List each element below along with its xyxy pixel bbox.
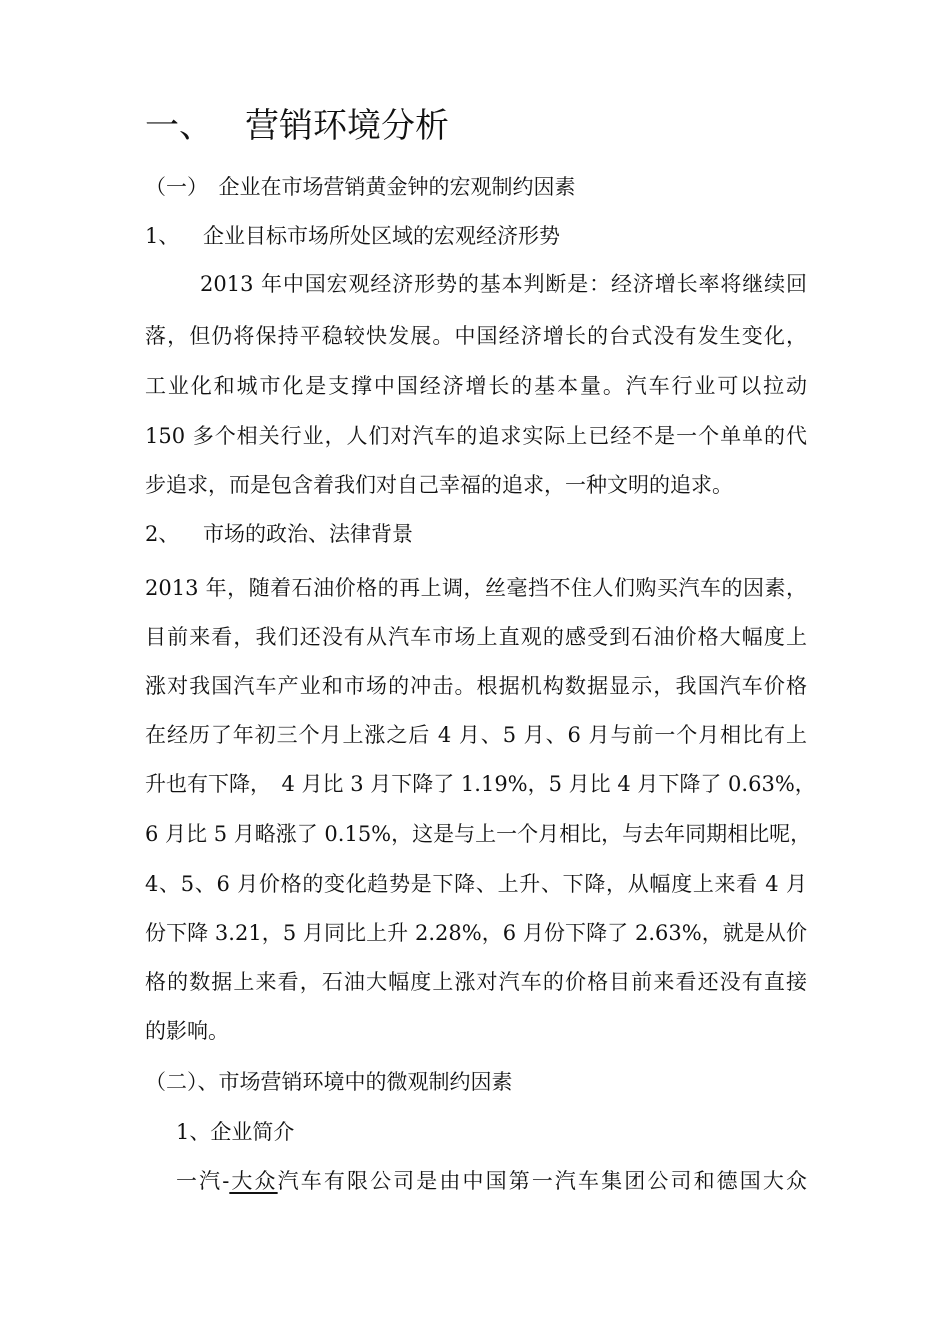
section-heading-1: （一） 企业在市场营销黄金钟的宏观制约因素 <box>145 175 576 199</box>
subsection-heading-3: 1、企业简介 <box>176 1120 295 1144</box>
paragraph-line: 的影响。 <box>145 1019 229 1043</box>
subsection-number: 1、 <box>145 224 180 248</box>
subsection-title: 企业目标市场所处区域的宏观经济形势 <box>203 224 560 248</box>
company-prefix: 一汽- <box>176 1169 230 1193</box>
subsection-heading-2 <box>145 519 413 549</box>
section-heading-2: （二）、市场营销环境中的微观制约因素 <box>145 1070 513 1094</box>
chapter-heading <box>145 104 449 148</box>
paragraph-line: 4、5、6 月价格的变化趋势是下降、上升、下降，从幅度上来看 4 月 <box>145 872 807 896</box>
company-description: 汽车有限公司是由中国第一汽车集团公司和德国大众 <box>277 1169 807 1193</box>
subsection-heading-1 <box>145 221 560 251</box>
subsection-number: 2、 <box>145 522 180 546</box>
subsection-title: 市场的政治、法律背景 <box>203 522 413 546</box>
paragraph-line: 目前来看，我们还没有从汽车市场上直观的感受到石油价格大幅度上 <box>145 625 807 649</box>
paragraph-line: 升也有下降， 4 月比 3 月下降了 1.19%，5 月比 4 月下降了 0.63%， <box>145 772 816 796</box>
paragraph-line: 份下降 3.21，5 月同比上升 2.28%，6 月份下降了 2.63%，就是从价 <box>145 921 807 945</box>
chapter-title: 营销环境分析 <box>245 106 449 146</box>
paragraph-line: 步追求，而是包含着我们对自己幸福的追求，一种文明的追求。 <box>145 473 733 497</box>
paragraph-line: 格的数据上来看，石油大幅度上涨对汽车的价格目前来看还没有直接 <box>145 970 807 994</box>
paragraph-line <box>176 1166 807 1196</box>
paragraph-line: 2013 年中国宏观经济形势的基本判断是：经济增长率将继续回 <box>200 272 807 296</box>
paragraph-line: 6 月比 5 月略涨了 0.15%，这是与上一个月相比，与去年同期相比呢， <box>145 822 812 846</box>
paragraph-line: 2013 年，随着石油价格的再上调，丝毫挡不住人们购买汽车的因素， <box>145 576 807 600</box>
paragraph-line: 落，但仍将保持平稳较快发展。中国经济增长的台式没有发生变化， <box>145 324 807 348</box>
chapter-number: 一、 <box>145 106 213 146</box>
paragraph-line: 工业化和城市化是支撑中国经济增长的基本量。汽车行业可以拉动 <box>145 374 807 398</box>
underlined-word: 大众 <box>229 1169 278 1193</box>
paragraph-line: 涨对我国汽车产业和市场的冲击。根据机构数据显示，我国汽车价格 <box>145 674 807 698</box>
paragraph-line: 150 多个相关行业，人们对汽车的追求实际上已经不是一个单单的代 <box>145 424 807 448</box>
paragraph-line: 在经历了年初三个月上涨之后 4 月、5 月、6 月与前一个月相比有上 <box>145 723 807 747</box>
